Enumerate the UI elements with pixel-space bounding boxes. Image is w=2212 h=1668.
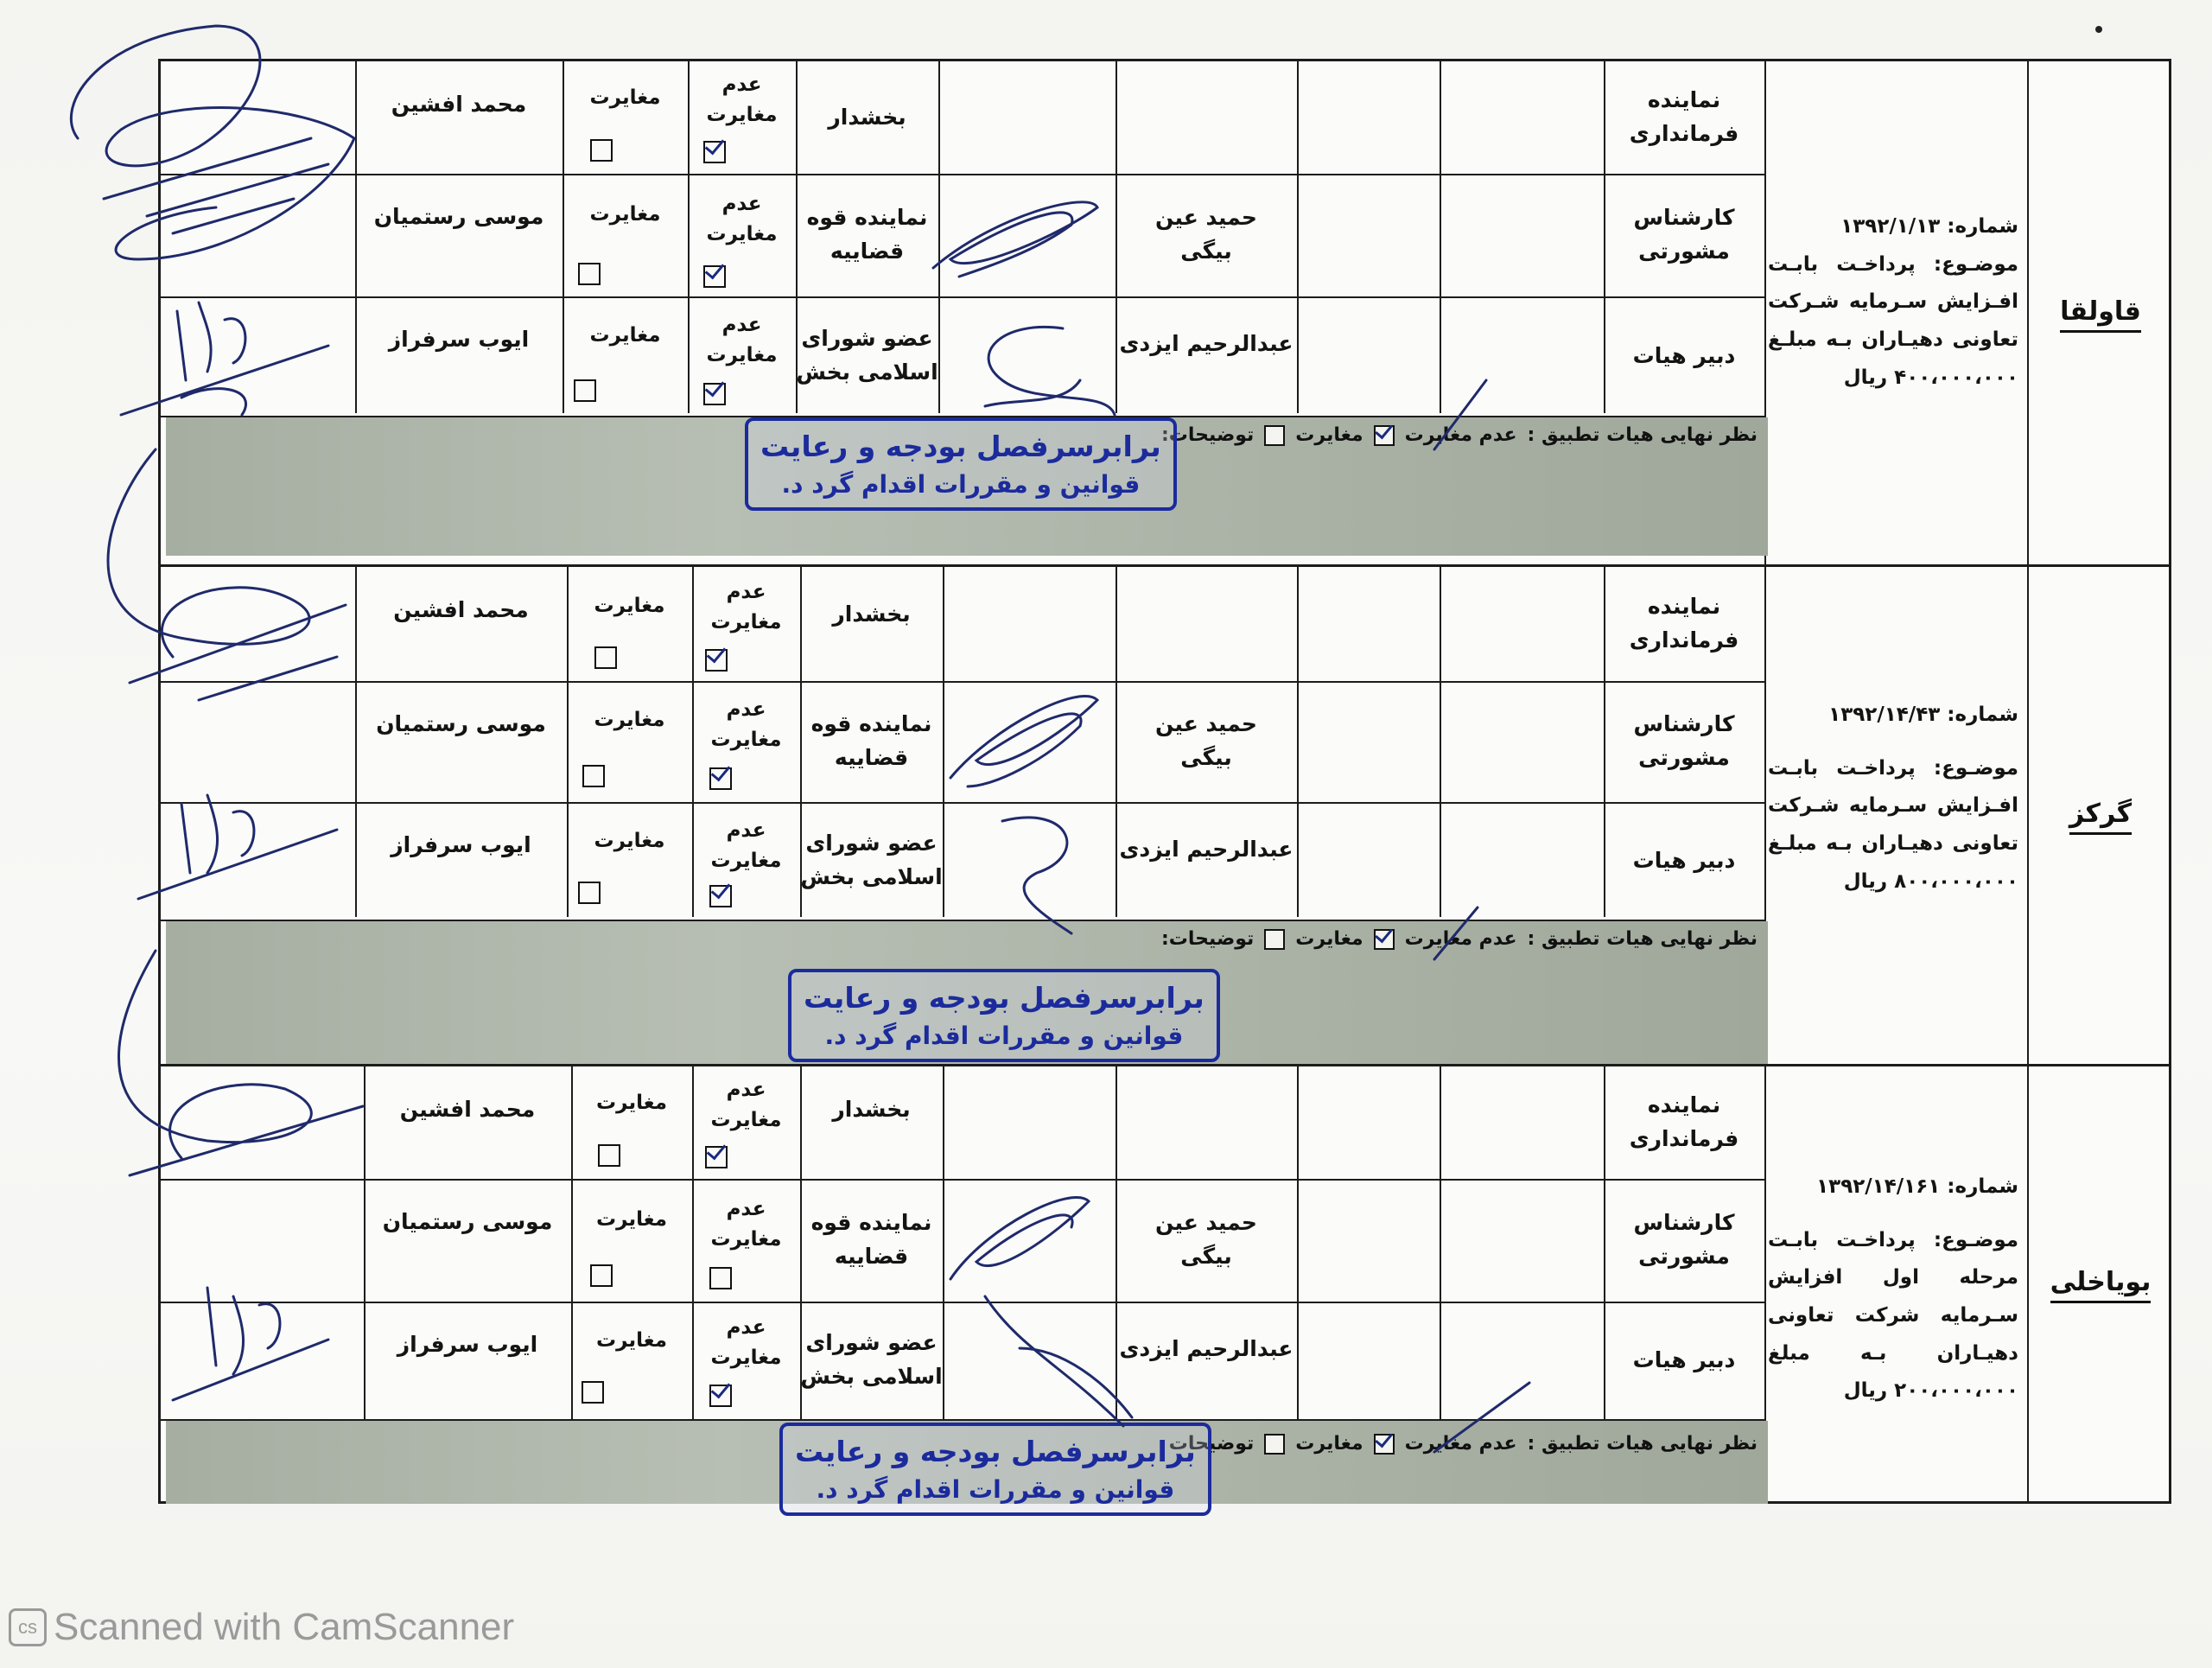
final-verdict-band (166, 1421, 1768, 1504)
opt-moghayerat-label: مغایرت (594, 830, 665, 852)
final-verdict-band (166, 417, 1768, 556)
member-afshin: محمد افشین (399, 1096, 536, 1122)
role-council-member: عضو شورای اسلامی بخش (800, 831, 943, 889)
letter-subject: پرداخـت بابـت مرحله اول افزایش سـرمایه شرکت تعاونی دهیـاران بـه مبلغ ۲۰۰،۰۰۰،۰۰۰ ریال (1768, 1228, 2018, 1403)
checkbox-conflict[interactable] (582, 1381, 604, 1404)
letter-number: ۱۳۹۲/۱/۱۳ (1840, 215, 1941, 238)
opt-adam-label: عدم مغایرت (710, 698, 782, 751)
letter-info: شماره: ۱۳۹۲/۱۴/۱۶۱ موضـوع: پرداخـت بابـت مرحله اول افزایش سـرمایه شرکت تعاونی دهیـاران بـه مبلغ ۲۰۰،۰۰۰،۰۰۰ ریال (1768, 1175, 2018, 1403)
letter-info: شماره: ۱۳۹۲/۱/۱۳ موضـوع: پرداخـت بابـت افـزایش سـرمایه شـرکت تعاونی دهیـاران بـه مبلـغ ۴۰۰،۰۰۰،۰۰۰ ریال (1768, 215, 2018, 389)
opt-adam-label: عدم مغایرت (710, 581, 782, 633)
opt-moghayerat-label: مغایرت (594, 595, 665, 617)
member-rostamian: موسی رستمیان (382, 1208, 553, 1234)
verdict-no-conflict-checkbox[interactable] (1374, 425, 1395, 446)
consultant-name: حمید عین بیگی (1155, 205, 1257, 264)
role-governor-rep: نماینده فرمانداری (1629, 87, 1739, 146)
checkbox-no-conflict[interactable] (703, 141, 726, 163)
opt-adam-label: عدم مغایرت (710, 1079, 782, 1131)
opt-moghayerat-label: مغایرت (589, 324, 661, 347)
secretary-name: عبدالرحیم ایزدی (1119, 836, 1294, 862)
opt-moghayerat-label: مغایرت (596, 1208, 667, 1231)
verdict-conflict-checkbox[interactable] (1264, 929, 1285, 950)
village-name: قاولقا (2027, 61, 2174, 567)
opt-adam-label: عدم مغایرت (706, 314, 778, 366)
role-bakhshdar: بخشدار (832, 1096, 911, 1122)
opt-adam-label: عدم مغایرت (710, 819, 782, 872)
letter-info: شماره: ۱۳۹۲/۱۴/۴۳ موضـوع: پرداخـت بابـت افـزایش سـرمایه شـرکت تعاونی دهیـاران بـه مبلـغ ۸۰۰،۰۰۰،۰۰۰ ریال (1768, 703, 2018, 893)
opt-moghayerat-label: مغایرت (589, 203, 661, 226)
consultant-name: حمید عین بیگی (1155, 1210, 1257, 1269)
role-governor-rep: نماینده فرمانداری (1629, 594, 1739, 653)
letter-number: ۱۳۹۲/۱۴/۴۳ (1828, 703, 1941, 726)
opt-adam-label: عدم مغایرت (710, 1198, 782, 1251)
role-consultant: کارشناس مشورتی (1633, 1210, 1735, 1269)
member-afshin: محمد افشین (393, 596, 529, 622)
opt-moghayerat-label: مغایرت (596, 1329, 667, 1352)
role-board-secretary: دبیر هیات (1632, 342, 1736, 368)
checkbox-no-conflict[interactable] (709, 885, 732, 907)
checkbox-no-conflict[interactable] (709, 1385, 732, 1407)
page-dot (2095, 26, 2102, 33)
opt-adam-label: عدم مغایرت (706, 73, 778, 126)
approval-table (158, 59, 2171, 1504)
checkbox-no-conflict[interactable] (705, 649, 728, 672)
letter-number: ۱۳۹۲/۱۴/۱۶۱ (1816, 1175, 1941, 1198)
member-rostamian: موسی رستمیان (376, 710, 546, 736)
camscanner-icon: cs (9, 1608, 47, 1646)
role-judiciary-rep: نماینده قوه قضاییه (806, 205, 928, 264)
block-1 (161, 61, 2169, 567)
secretary-name: عبدالرحیم ایزدی (1119, 330, 1294, 356)
role-governor-rep: نماینده فرمانداری (1629, 1092, 1739, 1151)
role-bakhshdar: بخشدار (832, 601, 911, 627)
opt-moghayerat-label: مغایرت (596, 1092, 667, 1114)
block-2 (161, 567, 2169, 1066)
letter-subject: پرداخـت بابـت افـزایش سـرمایه شـرکت تعاونی دهیـاران بـه مبلـغ ۸۰۰،۰۰۰،۰۰۰ ریال (1768, 756, 2018, 893)
role-council-member: عضو شورای اسلامی بخش (796, 326, 938, 385)
verdict-options: نظر نهایی هیات تطبیق : عدم مغایرت مغایرت توضیحات: (1160, 928, 1758, 950)
checkbox-conflict[interactable] (574, 379, 596, 402)
role-judiciary-rep: نماینده قوه قضاییه (810, 1210, 932, 1269)
role-board-secretary: دبیر هیات (1632, 847, 1736, 873)
verdict-notes-label: توضیحات: (1160, 928, 1255, 950)
opt-adam-label: عدم مغایرت (710, 1316, 782, 1369)
member-afshin: محمد افشین (391, 91, 527, 117)
verdict-options: نظر نهایی هیات تطبیق : عدم مغایرت مغایرت توضیحات (1168, 1433, 1758, 1455)
checkbox-no-conflict[interactable] (709, 1267, 732, 1289)
checkbox-conflict[interactable] (598, 1144, 620, 1167)
member-sarfaraz: ایوب سرفراز (391, 831, 531, 857)
opt-moghayerat-label: مغایرت (594, 709, 665, 731)
verdict-notes-label: توضیحات: (1160, 424, 1255, 446)
opt-adam-label: عدم مغایرت (706, 193, 778, 245)
checkbox-conflict[interactable] (578, 263, 601, 285)
budget-stamp: برابرسرفصل بودجه و رعایت قوانین و مقررات اقدام گرد د. (788, 969, 1220, 1062)
checkbox-conflict[interactable] (578, 882, 601, 904)
checkbox-no-conflict[interactable] (705, 1146, 728, 1168)
member-rostamian: موسی رستمیان (373, 203, 544, 229)
final-verdict-band (166, 921, 1768, 1064)
checkbox-conflict[interactable] (594, 646, 617, 669)
role-bakhshdar: بخشدار (828, 104, 906, 130)
verdict-options: نظر نهایی هیات تطبیق : عدم مغایرت مغایرت توضیحات: (1160, 424, 1758, 446)
scanner-text: Scanned with CamScanner (54, 1606, 515, 1648)
letter-subject: پرداخـت بابـت افـزایش سـرمایه شـرکت تعاونی دهیـاران بـه مبلـغ ۴۰۰،۰۰۰،۰۰۰ ریال (1768, 252, 2018, 389)
member-sarfaraz: ایوب سرفراز (388, 326, 530, 352)
role-consultant: کارشناس مشورتی (1633, 711, 1735, 770)
budget-stamp: برابرسرفصل بودجه و رعایت قوانین و مقررات اقدام گرد د. (745, 417, 1177, 511)
checkbox-conflict[interactable] (590, 139, 613, 162)
consultant-name: حمید عین بیگی (1155, 711, 1257, 770)
village-name: بویاخلی (2027, 1066, 2174, 1504)
role-board-secretary: دبیر هیات (1632, 1346, 1736, 1372)
verdict-no-conflict-checkbox[interactable] (1374, 1434, 1395, 1455)
village-name: گرکز (2027, 567, 2174, 1066)
opt-moghayerat-label: مغایرت (589, 86, 661, 109)
role-consultant: کارشناس مشورتی (1633, 205, 1735, 264)
member-sarfaraz: ایوب سرفراز (397, 1331, 538, 1357)
checkbox-conflict[interactable] (590, 1264, 613, 1287)
secretary-name: عبدالرحیم ایزدی (1119, 1335, 1294, 1361)
checkbox-no-conflict[interactable] (703, 383, 726, 405)
checkbox-conflict[interactable] (582, 765, 605, 787)
checkbox-no-conflict[interactable] (709, 767, 732, 790)
verdict-conflict-checkbox[interactable] (1264, 1434, 1285, 1455)
scanner-watermark (9, 1606, 514, 1649)
role-council-member: عضو شورای اسلامی بخش (800, 1330, 943, 1389)
budget-stamp: برابرسرفصل بودجه و رعایت قوانین و مقررات اقدام گرد د. (779, 1423, 1211, 1516)
verdict-notes-label: توضیحات (1168, 1433, 1255, 1455)
checkbox-no-conflict[interactable] (703, 265, 726, 288)
verdict-no-conflict-checkbox[interactable] (1374, 929, 1395, 950)
verdict-conflict-checkbox[interactable] (1264, 425, 1285, 446)
block-3 (161, 1066, 2169, 1504)
role-judiciary-rep: نماینده قوه قضاییه (810, 711, 932, 770)
